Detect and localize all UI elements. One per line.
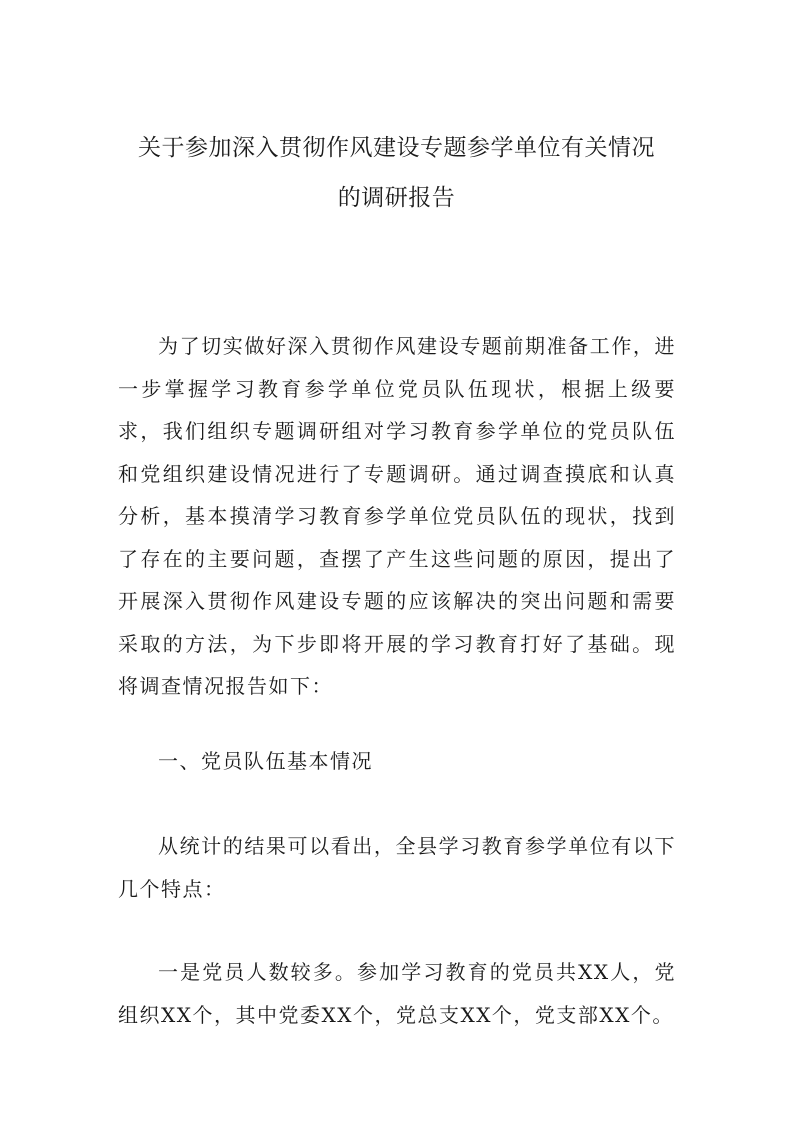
intro-paragraph: 为了切实做好深入贯彻作风建设专题前期准备工作，进一步掌握学习教育参学单位党员队伍现状，根据上级要求，我们组织专题调研组对学习教育参学单位的党员队伍和党组织建设情况进行了专题调研。通过调查摸底和认真分析，基本摸清学习教育参学单位党员队伍的现状，找到了存在的主要问题，查摆了产生这些问题的原因，提出了开展深入贯彻作风建设专题的应该解决的突出问题和需要采取的方法，为下步即将开展的学习教育打好了基础。现将调查情况报告如下：: [118, 334, 676, 698]
document-title: [100, 123, 693, 223]
body-paragraph: 从统计的结果可以看出，全县学习教育参学单位有以下几个特点：: [118, 834, 676, 901]
body-paragraph: 一是党员人数较多。参加学习教育的党员共XX人，党组织XX个，其中党委XX个，党总支XX个，党支部XX个。: [118, 960, 676, 1027]
title-line-1: 关于参加深入贯彻作风建设专题参学单位有关情况: [138, 135, 655, 161]
section-heading: 一、党员队伍基本情况: [158, 749, 373, 773]
title-line-2: 的调研报告: [337, 185, 456, 211]
